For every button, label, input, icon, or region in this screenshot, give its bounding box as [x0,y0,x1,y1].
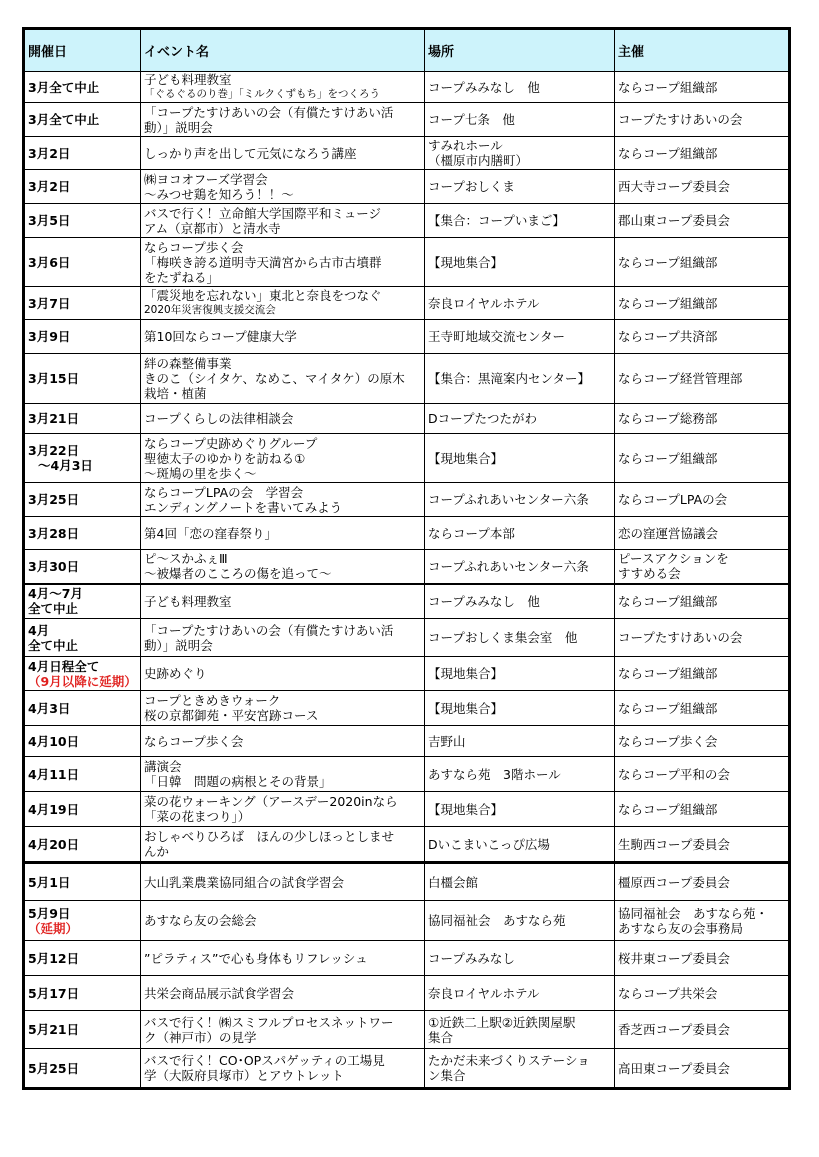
cell-place [425,287,615,320]
cell-line: コープたすけあいの会 [618,112,743,127]
cell-date [24,72,141,103]
cell-line: 3月30日 [28,558,80,574]
table-row [24,517,790,550]
cell-line: （9月以降に延期） [28,673,137,689]
cell-line: 全て中止 [28,601,79,617]
cell-line: 3月2日 [28,145,71,161]
cell-host [615,137,790,170]
cell-event [141,72,425,103]
cell-line: コープおしくま [428,179,515,194]
cell-line: すみれホール [428,138,503,153]
cell-line: 大山乳業農業協同組合の試食学習会 [144,874,345,890]
cell-line: 3月5日 [28,213,71,228]
cell-host [615,619,790,657]
cell-line: 3月6日 [28,254,71,270]
cell-line: コープくらしの法律相談会 [144,411,294,426]
cell-line: ならコープ組織部 [618,700,718,716]
cell-host [615,550,790,584]
cell-line: アム（京都市）と清水寺 [144,220,281,236]
cell-date [24,657,141,691]
cell-line: ならコープ組織部 [618,666,718,681]
cell-line: コープたすけあいの会 [618,630,743,645]
cell-place [425,1011,615,1049]
cell-place [425,976,615,1011]
cell-event [141,976,425,1011]
cell-date [24,1011,141,1049]
cell-place [425,827,615,863]
cell-line: 協同福祉会 あすなら苑・ [618,905,769,921]
cell-line: 全て中止 [28,637,79,653]
cell-line: あすなら友の会事務局 [618,920,744,936]
events-table [22,27,791,1090]
cell-host [615,726,790,757]
cell-line: 4月 [28,622,50,638]
cell-line: 4月10日 [28,733,80,749]
cell-line: 3月9日 [28,329,71,344]
cell-line: 【集合：コープいまご】 [428,213,565,228]
cell-event [141,354,425,404]
cell-event [141,726,425,757]
cell-line: Dいこまいこっぴ広場 [428,836,550,852]
cell-line: ならコープ共栄会 [618,985,718,1001]
cell-host [615,517,790,550]
table-row [24,137,790,170]
cell-line: ならコープ史跡めぐりグループ [144,435,318,451]
cell-line: ならコープ組織部 [618,450,718,466]
cell-event [141,1011,425,1049]
cell-line: 絆の森整備事業 [144,356,232,371]
cell-line: 5月9日 [28,905,71,921]
cell-host [615,691,790,726]
table-row [24,827,790,863]
cell-line: 4月～7月 [28,586,83,602]
cell-date [24,619,141,657]
cell-line: 奈良ロイヤルホテル [428,295,540,311]
cell-line: （橿原市内膳町） [428,153,529,168]
cell-host [615,863,790,901]
cell-event [141,103,425,137]
cell-date [24,137,141,170]
cell-line: ならコープ共済部 [618,329,718,344]
table-row [24,170,790,204]
table-row [24,320,790,354]
cell-line: 3月21日 [28,411,80,426]
cell-line: ならコープ組織部 [618,145,718,161]
cell-line: 5月1日 [28,874,71,890]
cell-line: 4月日程全て [28,658,100,674]
cell-place [425,691,615,726]
cell-date [24,726,141,757]
table-row [24,103,790,137]
cell-line: 2020年災害復興支援交流会 [144,304,276,316]
cell-place [425,619,615,657]
table-row [24,976,790,1011]
cell-line: ならコープ組織部 [618,801,718,817]
cell-host [615,1011,790,1049]
table-row [24,72,790,103]
cell-line: 4月20日 [28,836,80,852]
cell-line: 3月7日 [28,295,71,311]
cell-line: をたずねる」 [144,269,220,285]
cell-event [141,657,425,691]
cell-place [425,792,615,827]
cell-event [141,434,425,483]
cell-line: コープときめきウォーク [144,693,281,708]
cell-host [615,657,790,691]
cell-date [24,792,141,827]
cell-line: ならコープ組織部 [618,79,718,95]
cell-place [425,1049,615,1089]
cell-line: きのこ（シイタケ、なめこ、マイタケ）の原木 [144,371,405,386]
cell-line: 【現地集合】 [428,700,504,716]
cell-line: ならコープ歩く会 [144,239,244,255]
cell-place [425,204,615,238]
cell-line: ピ～スかふぇⅢ [144,551,228,567]
cell-place [425,901,615,941]
cell-line: ～4月3日 [38,458,93,473]
header-host: 主催 [615,29,790,72]
table-row [24,901,790,941]
cell-place [425,584,615,619]
cell-date [24,103,141,137]
cell-line: 共栄会商品展示試食学習会 [144,985,295,1001]
cell-date [24,320,141,354]
table-row [24,726,790,757]
cell-line: 「コープたすけあいの会（有償たすけあい活 [144,104,394,120]
cell-place [425,550,615,584]
cell-event [141,941,425,976]
cell-line: ～斑鳩の里を歩く～ [144,465,257,481]
header-row [24,29,790,72]
cell-line: 菜の花ウォーキング（アースデー2020inなら [144,794,398,809]
cell-date [24,483,141,517]
cell-event [141,550,425,584]
table-row [24,404,790,434]
cell-line: 桜井東コープ委員会 [618,950,730,966]
cell-event [141,404,425,434]
table-row [24,238,790,287]
cell-line: たかだ未来づくりステーショ [428,1053,590,1068]
table-row [24,434,790,483]
cell-line: 栽培・植菌 [144,386,207,401]
cell-date [24,170,141,204]
cell-line: ならコープLPAの会 [618,492,728,507]
cell-place [425,434,615,483]
cell-place [425,757,615,792]
cell-line: 【現地集合】 [428,450,504,466]
cell-host [615,72,790,103]
cell-line: 【現地集合】 [428,254,504,270]
cell-line: コープ七条 他 [428,112,515,127]
table-row [24,863,790,901]
cell-line: バスで行く！立命館大学国際平和ミュージ [144,205,382,221]
cell-event [141,238,425,287]
cell-line: 第10回ならコープ健康大学 [144,329,297,344]
table-row [24,550,790,584]
cell-line: 講演会 [144,759,182,774]
cell-date [24,976,141,1011]
cell-date [24,238,141,287]
cell-line: ク（神戸市）の見学 [144,1029,257,1045]
cell-line: 3月22日 [28,443,80,458]
cell-event [141,584,425,619]
cell-line: ㈱ヨコオフーズ学習会 [144,171,268,187]
cell-line: すすめる会 [618,566,681,582]
cell-line: あすなら友の会総会 [144,913,257,928]
cell-line: あすなら苑 3階ホール [428,766,561,782]
cell-line: コープみみなし [428,950,515,966]
cell-line: 5月17日 [28,985,80,1001]
cell-host [615,434,790,483]
cell-line: 【集合：黒滝案内センター】 [428,371,591,386]
cell-place [425,354,615,404]
cell-host [615,320,790,354]
cell-line: んか [144,844,170,859]
cell-host [615,404,790,434]
cell-event [141,619,425,657]
cell-line: 4月3日 [28,700,71,716]
cell-line: ならコープLPAの会 学習会 [144,484,304,500]
cell-line: 「日韓 問題の病根とその背景」 [144,774,332,789]
cell-host [615,287,790,320]
cell-line: 【現地集合】 [428,666,504,681]
cell-line: 白橿会館 [428,874,479,890]
cell-line: 西大寺コープ委員会 [618,179,730,194]
cell-line: 3月2日 [28,179,71,194]
cell-host [615,170,790,204]
cell-place [425,404,615,434]
cell-line: 郡山東コープ委員会 [618,213,730,228]
table-row [24,941,790,976]
cell-line: しっかり声を出して元気になろう講座 [144,145,357,161]
cell-event [141,757,425,792]
cell-event [141,137,425,170]
cell-event [141,204,425,238]
cell-line: ン集合 [428,1068,466,1083]
cell-date [24,434,141,483]
table-row [24,757,790,792]
cell-date [24,863,141,901]
cell-line: ならコープ総務部 [618,411,718,426]
cell-line: エンディングノートを書いてみよう [144,499,343,515]
cell-line: コープふれあいセンター六条 [428,558,589,574]
cell-line: 「ぐるぐるのり巻」「ミルクくずもち」をつくろう [144,88,381,100]
cell-event [141,287,425,320]
cell-line: 【現地集合】 [428,801,504,817]
cell-host [615,792,790,827]
cell-event [141,863,425,901]
cell-line: ～みつせ鶏を知ろう！！～ [144,186,294,202]
cell-line: 奈良ロイヤルホテル [428,985,540,1001]
table-row [24,354,790,404]
cell-line: 王寺町地域交流センター [428,329,566,344]
cell-line: 恋の窪運営協議会 [618,525,719,541]
cell-line: ならコープ歩く会 [618,733,718,749]
cell-line: 集合 [428,1029,454,1045]
cell-line: ならコープ組織部 [618,295,718,311]
cell-host [615,941,790,976]
cell-line: ”ピラティス”で心も身体もリフレッシュ [144,950,368,966]
cell-line: 4月19日 [28,801,80,817]
cell-host [615,238,790,287]
cell-line: ならコープ歩く会 [144,733,244,749]
cell-line: バスで行く！CO･OPスパゲッティの工場見 [144,1053,385,1068]
cell-line: 5月21日 [28,1022,80,1037]
cell-host [615,757,790,792]
cell-place [425,320,615,354]
header-date: 開催日 [24,29,141,72]
table-row [24,1049,790,1089]
cell-date [24,757,141,792]
cell-line: 3月全て中止 [28,79,100,95]
cell-line: ならコープ本部 [428,525,515,541]
cell-place [425,517,615,550]
cell-place [425,238,615,287]
cell-host [615,354,790,404]
cell-date [24,827,141,863]
cell-place [425,483,615,517]
cell-place [425,103,615,137]
cell-date [24,550,141,584]
table-row [24,584,790,619]
cell-event [141,170,425,204]
table-row [24,204,790,238]
cell-place [425,170,615,204]
cell-line: 3月28日 [28,525,80,541]
cell-line: 5月12日 [28,950,80,966]
cell-line: ならコープ経営管理部 [618,371,743,386]
cell-place [425,726,615,757]
cell-event [141,1049,425,1089]
cell-place [425,941,615,976]
cell-date [24,584,141,619]
cell-place [425,72,615,103]
table-row [24,691,790,726]
cell-event [141,320,425,354]
cell-line: 桜の京都御苑・平安宮跡コース [144,708,319,723]
cell-line: ①近鉄二上駅②近鉄関屋駅 [428,1014,576,1030]
cell-place [425,863,615,901]
cell-line: おしゃべりひろば ほんの少しほっとしませ [144,829,395,844]
cell-date [24,941,141,976]
cell-line: 「コープたすけあいの会（有償たすけあい活 [144,622,394,638]
cell-line: 第4回「恋の窪春祭り」 [144,525,277,541]
table-row [24,483,790,517]
cell-line: ならコープ平和の会 [618,766,730,782]
cell-host [615,976,790,1011]
cell-line: 「菜の花まつり」） [144,809,251,824]
cell-line: コープみみなし 他 [428,79,540,95]
cell-date [24,204,141,238]
cell-line: 動）」説明会 [144,637,213,653]
cell-date [24,517,141,550]
cell-line: 3月15日 [28,371,80,386]
cell-line: 学（大阪府貝塚市）とアウトレット [144,1068,344,1083]
table-row [24,287,790,320]
cell-host [615,204,790,238]
cell-line: 橿原西コープ委員会 [618,874,730,890]
cell-line: 5月25日 [28,1060,80,1076]
cell-line: ～被爆者のこころの傷を追って～ [144,566,332,582]
table-row [24,619,790,657]
cell-host [615,103,790,137]
table-row [24,657,790,691]
cell-line: 史跡めぐり [144,666,207,681]
cell-line: 「震災地を忘れない」東北と奈良をつなぐ [144,288,382,303]
cell-host [615,1049,790,1089]
cell-place [425,137,615,170]
cell-event [141,517,425,550]
cell-line: 3月25日 [28,492,80,507]
cell-line: 吉野山 [428,733,466,749]
cell-event [141,901,425,941]
cell-line: 子ども料理教室 [144,593,232,609]
cell-line: ピースアクションを [618,551,729,567]
cell-date [24,901,141,941]
cell-line: Dコープたつたがわ [428,411,538,426]
cell-date [24,1049,141,1089]
cell-line: コープふれあいセンター六条 [428,492,589,507]
cell-line: 動）」説明会 [144,119,213,135]
cell-line: 生駒西コープ委員会 [618,836,730,852]
cell-date [24,354,141,404]
cell-line: ならコープ組織部 [618,593,718,609]
cell-line: 香芝西コープ委員会 [618,1022,730,1037]
cell-line: 3月全て中止 [28,112,100,127]
cell-line: 「梅咲き誇る道明寺天満宮から古市古墳群 [144,254,382,270]
cell-date [24,404,141,434]
cell-line: 高田東コープ委員会 [618,1060,730,1076]
header-place: 場所 [425,29,615,72]
header-event: イベント名 [141,29,425,72]
cell-event [141,792,425,827]
cell-date [24,691,141,726]
cell-line: コープおしくま集会室 他 [428,630,578,645]
cell-line: （延期） [28,920,79,936]
table-row [24,792,790,827]
cell-line: 聖徳太子のゆかりを訪ねる① [144,450,306,466]
table-row [24,1011,790,1049]
cell-event [141,483,425,517]
cell-place [425,657,615,691]
cell-line: 協同福祉会 あすなら苑 [428,913,566,928]
cell-event [141,691,425,726]
cell-line: 4月11日 [28,766,80,782]
cell-host [615,827,790,863]
cell-host [615,483,790,517]
cell-line: コープみみなし 他 [428,593,540,609]
cell-date [24,287,141,320]
cell-host [615,901,790,941]
cell-host [615,584,790,619]
cell-line: ならコープ組織部 [618,254,718,270]
cell-line: 子ども料理教室 [144,72,232,87]
cell-event [141,827,425,863]
cell-line: バスで行く！㈱スミフルプロセスネットワー [144,1014,394,1030]
